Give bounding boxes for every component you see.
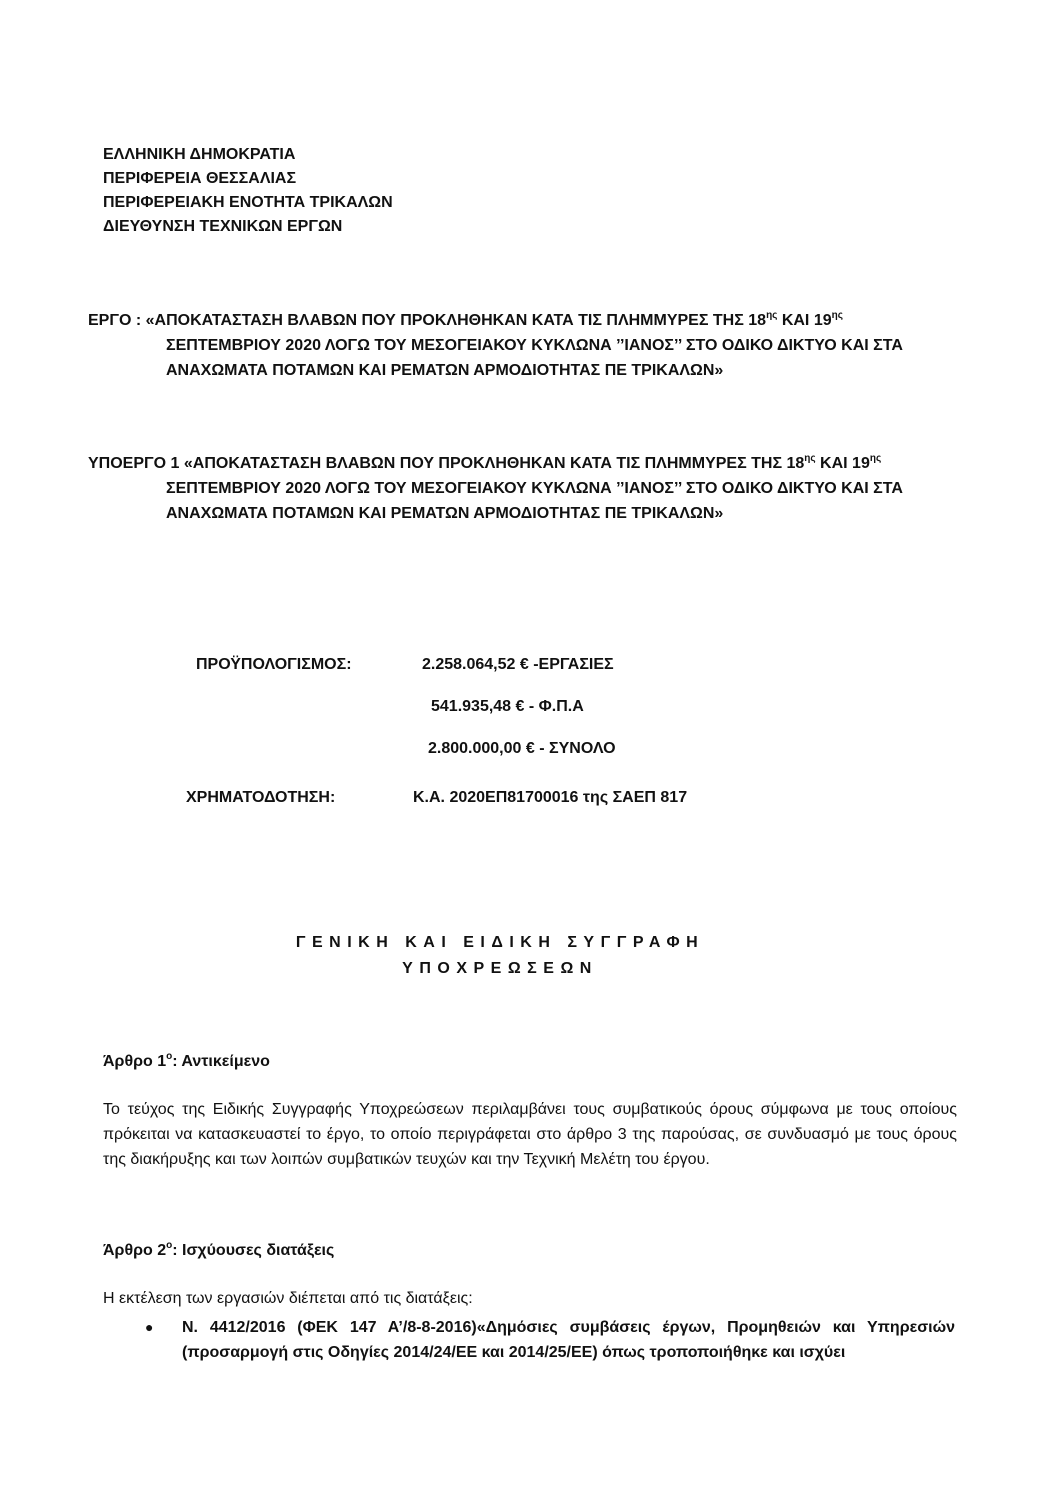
- ordinal-suffix: ης: [869, 453, 882, 464]
- subproject-line-1: [88, 451, 968, 476]
- subproject-label: ΥΠΟΕΡΓΟ 1: [88, 455, 180, 472]
- budget-works: 2.258.064,52 € -ΕΡΓΑΣΙΕΣ: [422, 656, 614, 673]
- ordinal-suffix: ο: [166, 1051, 173, 1062]
- ordinal-suffix: ης: [831, 310, 843, 321]
- budget-label: ΠΡΟΫΠΟΛΟΓΙΣΜΟΣ:: [196, 656, 352, 673]
- budget-vat: 541.935,48 € - Φ.Π.Α: [431, 698, 584, 715]
- project-title: [88, 308, 968, 383]
- article-title: : Αντικείμενο: [172, 1053, 270, 1070]
- budget-total: 2.800.000,00 € - ΣΥΝΟΛΟ: [428, 740, 616, 757]
- project-text: «ΑΠΟΚΑΤΑΣΤΑΣΗ ΒΛΑΒΩΝ ΠΟΥ ΠΡΟΚΛΗΘΗΚΑΝ ΚΑΤΑ ΤΙΣ ΠΛΗΜΜΥΡΕΣ ΤΗΣ 18: [145, 312, 767, 329]
- ordinal-suffix: ης: [766, 310, 778, 321]
- project-text: ΚΑΙ 19: [777, 312, 832, 329]
- article-1-body: Το τεύχος της Ειδικής Συγγραφής Υποχρεώσεων περιλαμβάνει τους συμβατικούς όρους σύμφωνα με τους οποίους πρόκειται να κατασκευαστεί το έργο, το οποίο περιγράφεται στο άρθρο 3 της παρούσας, σε συνδυασμό με τους όρους της διακήρυξης και των λοιπών συμβατικών τευχών και την Τεχνική Μελέτη του έργου.: [103, 1101, 957, 1168]
- provisions-list: [145, 1315, 955, 1365]
- article-1-heading: [103, 1053, 270, 1071]
- article-number: Άρθρο 2: [103, 1242, 167, 1259]
- issuing-authority: [103, 143, 393, 239]
- article-title: : Ισχύουσες διατάξεις: [172, 1242, 335, 1259]
- authority-line: ΠΕΡΙΦΕΡΕΙΑ ΘΕΣΣΑΛΙΑΣ: [103, 170, 297, 187]
- list-item: [145, 1315, 955, 1365]
- project-line-2: ΣΕΠΤΕΜΒΡΙΟΥ 2020 ΛΟΓΩ ΤΟΥ ΜΕΣΟΓΕΙΑΚΟΥ ΚΥΚΛΩΝΑ ’’ΙΑΝΟΣ’’ ΣΤΟ ΟΔΙΚΟ ΔΙΚΤΥΟ ΚΑΙ ΣΤΑ: [166, 337, 903, 354]
- authority-line: ΔΙΕΥΘΥΝΣΗ ΤΕΧΝΙΚΩΝ ΕΡΓΩΝ: [103, 218, 343, 235]
- ordinal-suffix: ης: [804, 453, 816, 464]
- article-number: Άρθρο 1: [103, 1053, 167, 1070]
- project-label: ΕΡΓΟ :: [88, 312, 142, 329]
- subproject-text: ΚΑΙ 19: [815, 455, 870, 472]
- list-item-text: Ν. 4412/2016 (ΦΕΚ 147 Α’/8-8-2016)«Δημόσιες συμβάσεις έργων, Προμηθειών και Υπηρεσιών (προσαρμογή στις Οδηγίες 2014/24/ΕΕ και 2014/25/ΕΕ) όπως τροποποιήθηκε και ισχύει: [182, 1319, 955, 1361]
- financing-label: ΧΡΗΜΑΤΟΔΟΤΗΣΗ:: [186, 789, 336, 806]
- document-title: [0, 930, 1000, 982]
- project-line-3: ΑΝΑΧΩΜΑΤΑ ΠΟΤΑΜΩΝ ΚΑΙ ΡΕΜΑΤΩΝ ΑΡΜΟΔΙΟΤΗΤΑΣ ΠΕ ΤΡΙΚΑΛΩΝ»: [166, 362, 724, 379]
- bullet-icon: ●: [145, 1319, 154, 1335]
- financing-value: Κ.Α. 2020ΕΠ81700016 της ΣΑΕΠ 817: [413, 789, 688, 806]
- document-title-line-1: ΓΕΝΙΚΗ ΚΑΙ ΕΙΔΙΚΗ ΣΥΓΓΡΑΦΗ: [295, 934, 705, 951]
- subproject-line-2: ΣΕΠΤΕΜΒΡΙΟΥ 2020 ΛΟΓΩ ΤΟΥ ΜΕΣΟΓΕΙΑΚΟΥ ΚΥΚΛΩΝΑ ’’ΙΑΝΟΣ’’ ΣΤΟ ΟΔΙΚΟ ΔΙΚΤΥΟ ΚΑΙ ΣΤΑ: [166, 480, 903, 497]
- document-title-line-2: ΥΠΟΧΡΕΩΣΕΩΝ: [402, 960, 598, 977]
- authority-line: ΠΕΡΙΦΕΡΕΙΑΚΗ ΕΝΟΤΗΤΑ ΤΡΙΚΑΛΩΝ: [103, 194, 393, 211]
- article-2-intro: Η εκτέλεση των εργασιών διέπεται από τις διατάξεις:: [103, 1290, 473, 1307]
- subproject-text: «ΑΠΟΚΑΤΑΣΤΑΣΗ ΒΛΑΒΩΝ ΠΟΥ ΠΡΟΚΛΗΘΗΚΑΝ ΚΑΤΑ ΤΙΣ ΠΛΗΜΜΥΡΕΣ ΤΗΣ 18: [183, 455, 805, 472]
- article-2-heading: [103, 1242, 334, 1260]
- subproject-title: [88, 451, 968, 526]
- subproject-line-3: ΑΝΑΧΩΜΑΤΑ ΠΟΤΑΜΩΝ ΚΑΙ ΡΕΜΑΤΩΝ ΑΡΜΟΔΙΟΤΗΤΑΣ ΠΕ ΤΡΙΚΑΛΩΝ»: [166, 505, 724, 522]
- authority-line: ΕΛΛΗΝΙΚΗ ΔΗΜΟΚΡΑΤΙΑ: [103, 146, 296, 163]
- ordinal-suffix: ο: [166, 1240, 173, 1251]
- project-line-1: [88, 308, 968, 333]
